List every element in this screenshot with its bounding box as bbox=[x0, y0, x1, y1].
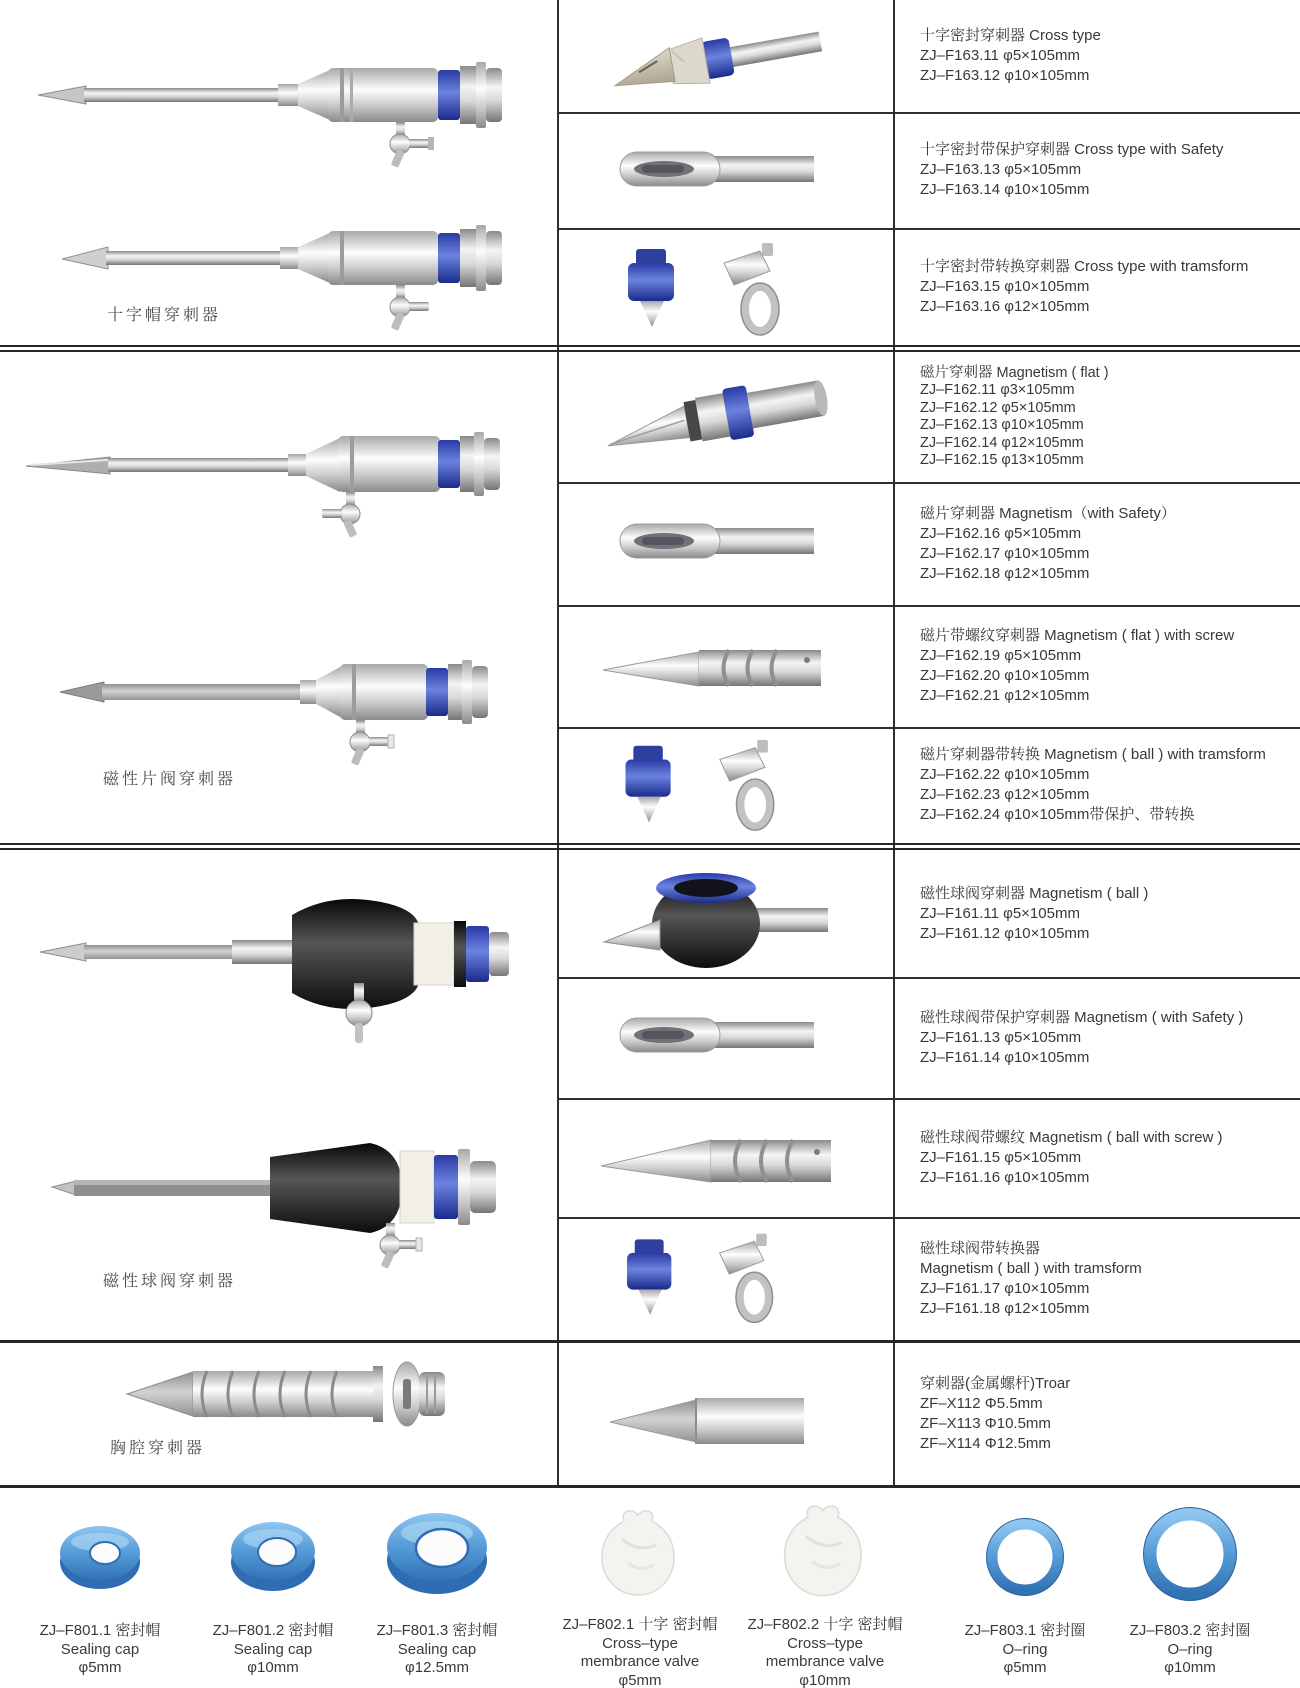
spec-cell bbox=[895, 850, 1300, 977]
accessory-code: ZJ–F801.3 密封帽 bbox=[376, 1622, 498, 1639]
spec-line: ZJ–F161.16 φ10×105mm bbox=[920, 1168, 1090, 1186]
converter-pieces-photo bbox=[608, 730, 808, 840]
spec-cell bbox=[895, 1343, 1300, 1485]
safety-blunt-tip-photo bbox=[612, 140, 822, 204]
spec-line: ZJ–F163.13 φ5×105mm bbox=[920, 161, 1082, 178]
spec-line: ZJ–F162.11 φ3×105mm bbox=[920, 382, 1075, 398]
spec-line: ZJ–F163.14 φ10×105mm bbox=[920, 181, 1090, 198]
spec-title: 十字密封穿刺器 Cross type bbox=[920, 27, 1101, 44]
screw-tip-photo bbox=[595, 1118, 845, 1198]
spec-line: ZF–X114 Φ12.5mm bbox=[920, 1435, 1051, 1452]
product-label: 胸腔穿刺器 bbox=[110, 1440, 206, 1457]
spec-line: ZJ–F161.14 φ10×105mm bbox=[920, 1048, 1090, 1066]
converter-pieces-photo bbox=[612, 233, 812, 345]
section-separator bbox=[0, 1485, 1300, 1488]
spec-line: ZJ–F162.15 φ13×105mm bbox=[920, 452, 1084, 468]
membrane-valve-photo bbox=[776, 1500, 874, 1602]
spec-line: ZJ–F162.12 φ5×105mm bbox=[920, 399, 1076, 416]
accessory-size: φ12.5mm bbox=[405, 1659, 469, 1676]
accessory-code: ZJ–F802.1 十字 密封帽 bbox=[562, 1616, 718, 1633]
spec-line: ZJ–F161.11 φ5×105mm bbox=[920, 904, 1080, 922]
spec-title: 磁片穿刺器带转换 Magnetism ( ball ) with tramsform bbox=[920, 746, 1266, 763]
spec-line: ZJ–F162.22 φ10×105mm bbox=[920, 766, 1090, 783]
spec-line: ZJ–F163.11 φ5×105mm bbox=[920, 47, 1080, 64]
spec-title: 磁片穿刺器 Magnetism ( flat ) bbox=[920, 364, 1109, 381]
accessory-code: ZJ–F803.1 密封圈 bbox=[964, 1622, 1086, 1639]
spec-title: Magnetism ( ball ) with tramsform bbox=[920, 1259, 1142, 1277]
accessory-label bbox=[1075, 1622, 1300, 1678]
accessory-label bbox=[710, 1616, 940, 1688]
spec-title: 磁性球阀带转换器 bbox=[920, 1239, 1041, 1257]
spec-line: ZF–X113 Φ10.5mm bbox=[920, 1415, 1051, 1432]
accessory-size: φ5mm bbox=[1003, 1659, 1047, 1676]
blunt-cone-tip-photo bbox=[600, 1382, 815, 1452]
accessory-size: φ10mm bbox=[247, 1659, 299, 1676]
spec-title: 磁片带螺纹穿刺器 Magnetism ( flat ) with screw bbox=[920, 627, 1235, 644]
accessory-name: Sealing cap bbox=[233, 1640, 313, 1658]
spec-cell bbox=[895, 112, 1300, 228]
screw-tip-photo bbox=[595, 624, 845, 704]
safety-blunt-tip-photo bbox=[612, 1006, 822, 1070]
spec-line: ZJ–F161.13 φ5×105mm bbox=[920, 1028, 1082, 1046]
trocar-2 bbox=[60, 660, 488, 766]
spec-cell bbox=[895, 352, 1300, 482]
spec-line: ZJ–F162.20 φ10×105mm bbox=[920, 667, 1090, 684]
accessory-size: φ10mm bbox=[1164, 1659, 1216, 1676]
accessory-code: ZJ–F801.1 密封帽 bbox=[39, 1622, 161, 1639]
sealing-cap-photo bbox=[225, 1516, 321, 1594]
trocar-1 bbox=[26, 432, 500, 538]
product-label: 磁性片阀穿刺器 bbox=[103, 771, 237, 788]
section-separator bbox=[0, 345, 1300, 347]
o-ring-photo bbox=[1138, 1502, 1242, 1606]
safety-blunt-tip-photo bbox=[612, 512, 822, 576]
spec-line: ZJ–F162.17 φ10×105mm bbox=[920, 544, 1090, 562]
spec-cell bbox=[895, 977, 1300, 1098]
spec-line: ZJ–F161.17 φ10×105mm bbox=[920, 1279, 1090, 1297]
membrane-valve-photo bbox=[594, 1505, 686, 1601]
spec-line: ZJ–F162.18 φ12×105mm bbox=[920, 564, 1090, 582]
spec-cell bbox=[895, 228, 1300, 345]
spec-line: ZJ–F162.21 φ12×105mm bbox=[920, 687, 1090, 704]
spec-title: 穿刺器(金属螺杆)Troar bbox=[920, 1375, 1071, 1392]
screw-trocar-photo bbox=[115, 1352, 485, 1432]
spec-title: 磁性球阀带螺纹 Magnetism ( ball with screw ) bbox=[920, 1128, 1223, 1146]
accessory-name: membrance valve bbox=[765, 1653, 885, 1670]
ball-valve-tip-photo bbox=[598, 856, 833, 974]
spec-line: ZJ–F162.23 φ12×105mm bbox=[920, 786, 1090, 803]
flat-valve-trocar-pair-photo bbox=[10, 360, 550, 845]
magnet-flat-tip-photo bbox=[595, 364, 845, 469]
spec-line: ZJ–F161.18 φ12×105mm bbox=[920, 1299, 1090, 1317]
accessory-code: ZJ–F803.2 密封圈 bbox=[1129, 1622, 1251, 1639]
accessory-code: ZJ–F802.2 十字 密封帽 bbox=[747, 1616, 903, 1633]
spec-cell bbox=[895, 1098, 1300, 1217]
accessory-size: φ5mm bbox=[78, 1659, 122, 1676]
spec-title: 十字密封带转换穿刺器 Cross type with tramsform bbox=[920, 257, 1249, 275]
spec-line: ZJ–F161.12 φ10×105mm bbox=[920, 924, 1090, 942]
sealing-cap-photo bbox=[382, 1506, 492, 1598]
accessory-name: Cross–type bbox=[602, 1634, 678, 1652]
spec-line: ZJ–F163.12 φ10×105mm bbox=[920, 67, 1090, 84]
product-label: 磁性球阀穿刺器 bbox=[103, 1273, 237, 1290]
o-ring-photo bbox=[980, 1512, 1070, 1602]
spec-cell bbox=[895, 605, 1300, 727]
accessory-name: O–ring bbox=[1002, 1640, 1048, 1658]
spec-title: 磁性球阀带保护穿刺器 Magnetism ( with Safety ) bbox=[920, 1008, 1244, 1026]
accessory-size: φ10mm bbox=[799, 1671, 851, 1688]
spec-title: 磁片穿刺器 Magnetism（with Safety） bbox=[920, 504, 1176, 522]
converter-pieces-photo bbox=[608, 1224, 808, 1332]
accessory-name: O–ring bbox=[1167, 1640, 1213, 1658]
trocar-1 bbox=[38, 62, 502, 168]
spec-line: ZJ–F162.19 φ5×105mm bbox=[920, 647, 1082, 664]
grid-line bbox=[557, 0, 559, 1488]
accessory-size: φ5mm bbox=[618, 1671, 662, 1688]
spec-cell bbox=[895, 0, 1300, 112]
trocar-2 bbox=[52, 1143, 496, 1269]
accessory-name: Cross–type bbox=[787, 1634, 863, 1652]
spec-line: ZF–X112 Φ5.5mm bbox=[920, 1395, 1043, 1412]
spec-line: ZJ–F162.24 φ10×105mm带保护、带转换 bbox=[920, 806, 1195, 823]
accessory-name: Sealing cap bbox=[397, 1640, 477, 1658]
trocar-1 bbox=[40, 899, 509, 1043]
spec-cell bbox=[895, 1217, 1300, 1340]
spec-line: ZJ–F161.15 φ5×105mm bbox=[920, 1148, 1082, 1166]
sealing-cap-photo bbox=[54, 1520, 146, 1592]
spec-title: 十字密封带保护穿刺器 Cross type with Safety bbox=[920, 141, 1224, 158]
accessory-code: ZJ–F801.2 密封帽 bbox=[212, 1622, 334, 1639]
spec-title: 磁性球阀穿刺器 Magnetism ( ball ) bbox=[920, 884, 1149, 902]
spec-line: ZJ–F162.13 φ10×105mm bbox=[920, 417, 1084, 433]
accessory-name: membrance valve bbox=[580, 1653, 700, 1670]
ball-valve-trocar-pair-photo bbox=[10, 855, 550, 1335]
accessory-name: Sealing cap bbox=[60, 1640, 140, 1658]
cross-trocar-pair-photo bbox=[10, 10, 550, 340]
spec-line: ZJ–F163.15 φ10×105mm bbox=[920, 277, 1090, 295]
cross-seal-tip-photo bbox=[600, 12, 830, 107]
spec-line: ZJ–F163.16 φ12×105mm bbox=[920, 297, 1090, 315]
product-label: 十字帽穿刺器 bbox=[107, 307, 222, 324]
spec-line: ZJ–F162.16 φ5×105mm bbox=[920, 524, 1082, 542]
spec-cell bbox=[895, 727, 1300, 843]
accessory-label bbox=[322, 1622, 552, 1678]
spec-line: ZJ–F162.14 φ12×105mm bbox=[920, 434, 1084, 451]
spec-cell bbox=[895, 482, 1300, 605]
